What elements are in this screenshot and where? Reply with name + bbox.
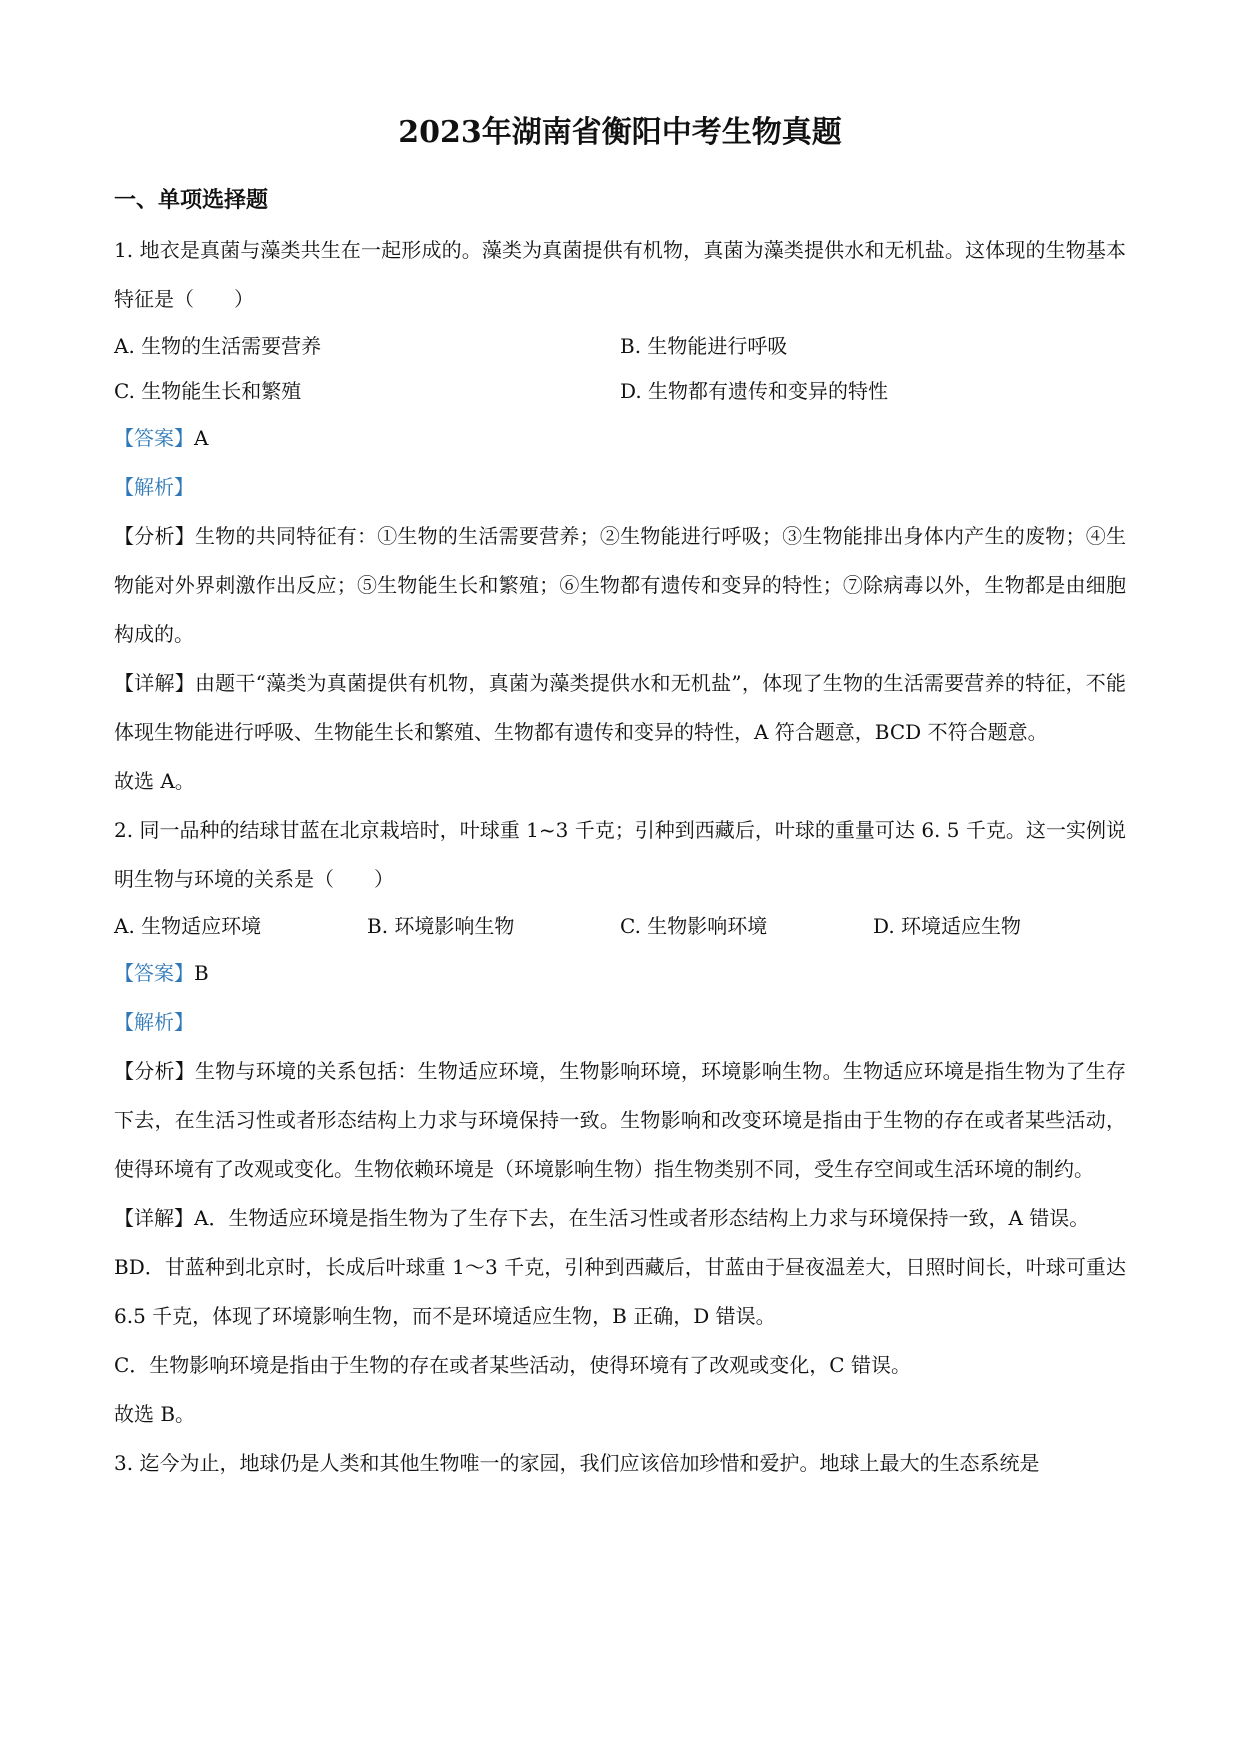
q2-answer-tag: 【答案】 [114,961,194,985]
q2-option-a: A. 生物适应环境 [114,914,262,938]
q1-xiangjie-label: 【详解】 [114,671,195,695]
q2-detail-bd: BD．甘蓝种到北京时，长成后叶球重 1～3 千克，引种到西藏后，甘蓝由于昼夜温差大，日照时间长，叶球可重达 6.5 千克，体现了环境影响生物，而不是环境适应生物，B 正确，D 错误。 [114,1255,1126,1328]
q2-analysis-tag: 【解析】 [114,1010,194,1034]
q1-stem: 1. 地衣是真菌与藻类共生在一起形成的。藻类为真菌提供有机物，真菌为藻类提供水和无机盐。这体现的生物基本特征是（ ） [114,238,1126,311]
q3-stem: 3. 迄今为止，地球仍是人类和其他生物唯一的家园，我们应该倍加珍惜和爱护。地球上最大的生态系统是 [114,1451,1040,1475]
q1-fenxi [114,512,1126,659]
q2-fenxi-text: 生物与环境的关系包括：生物适应环境，生物影响环境，环境影响生物。生物适应环境是指生物为了生存下去，在生活习性或者形态结构上力求与环境保持一致。生物影响和改变环境是指由于生物的存在或者某些活动，使得环境有了改观或变化。生物依赖环境是（环境影响生物）指生物类别不同，受生存空间或生活环境的制约。 [114,1059,1127,1181]
q2-options-row [114,904,1126,949]
q2-answer-value: B [194,961,209,985]
q1-answer-tag: 【答案】 [114,426,194,450]
q1-option-c: C. 生物能生长和繁殖 [114,379,302,403]
q1-options-row-1 [114,324,1126,369]
q2-fenxi-label: 【分析】 [114,1059,195,1083]
q2-analysis [114,998,1126,1047]
page-title: 2023年湖南省衡阳中考生物真题 [398,115,842,150]
section-heading: 一、单项选择题 [114,187,269,213]
q2-fenxi [114,1047,1126,1194]
q2-conclusion: 故选 B。 [114,1402,196,1426]
q2-stem: 2. 同一品种的结球甘蓝在北京栽培时，叶球重 1~3 千克；引种到西藏后，叶球的重量可达 6. 5 千克。这一实例说明生物与环境的关系是（ ） [114,818,1126,891]
q1-xiangjie-text: 由题干“藻类为真菌提供有机物，真菌为藻类提供水和无机盐”，体现了生物的生活需要营养的特征，不能体现生物能进行呼吸、生物能生长和繁殖、生物都有遗传和变异的特性，A 符合题意，BCD 不符合题意。 [114,671,1127,744]
q1-options-row-2 [114,369,1126,414]
q1-xiangjie [114,659,1126,757]
q1-option-d: D. 生物都有遗传和变异的特性 [620,379,889,403]
q2-option-b: B. 环境影响生物 [367,914,515,938]
q2-xiangjie-label: 【详解】 [114,1206,194,1230]
q2-option-c: C. 生物影响环境 [620,914,768,938]
q1-analysis [114,463,1126,512]
q2-detail-c: C．生物影响环境是指由于生物的存在或者某些活动，使得环境有了改观或变化，C 错误。 [114,1353,911,1377]
q1-fenxi-label: 【分析】 [114,524,195,548]
document-content [114,108,1126,1488]
q1-analysis-tag: 【解析】 [114,475,194,499]
q2-option-d: D. 环境适应生物 [873,914,1022,938]
q1-answer-value: A [194,426,209,450]
q2-answer [114,949,1126,998]
q1-option-a: A. 生物的生活需要营养 [114,334,322,358]
q2-xiangjie [114,1194,1126,1243]
q2-xiangjie-text: A．生物适应环境是指生物为了生存下去，在生活习性或者形态结构上力求与环境保持一致，A 错误。 [194,1206,1090,1230]
q1-fenxi-text: 生物的共同特征有：①生物的生活需要营养；②生物能进行呼吸；③生物能排出身体内产生的废物；④生物能对外界刺激作出反应；⑤生物能生长和繁殖；⑥生物都有遗传和变异的特性；⑦除病毒以外，生物都是由细胞构成的。 [114,524,1127,646]
q1-conclusion: 故选 A。 [114,769,195,793]
q1-option-b: B. 生物能进行呼吸 [620,334,788,358]
q1-answer [114,414,1126,463]
